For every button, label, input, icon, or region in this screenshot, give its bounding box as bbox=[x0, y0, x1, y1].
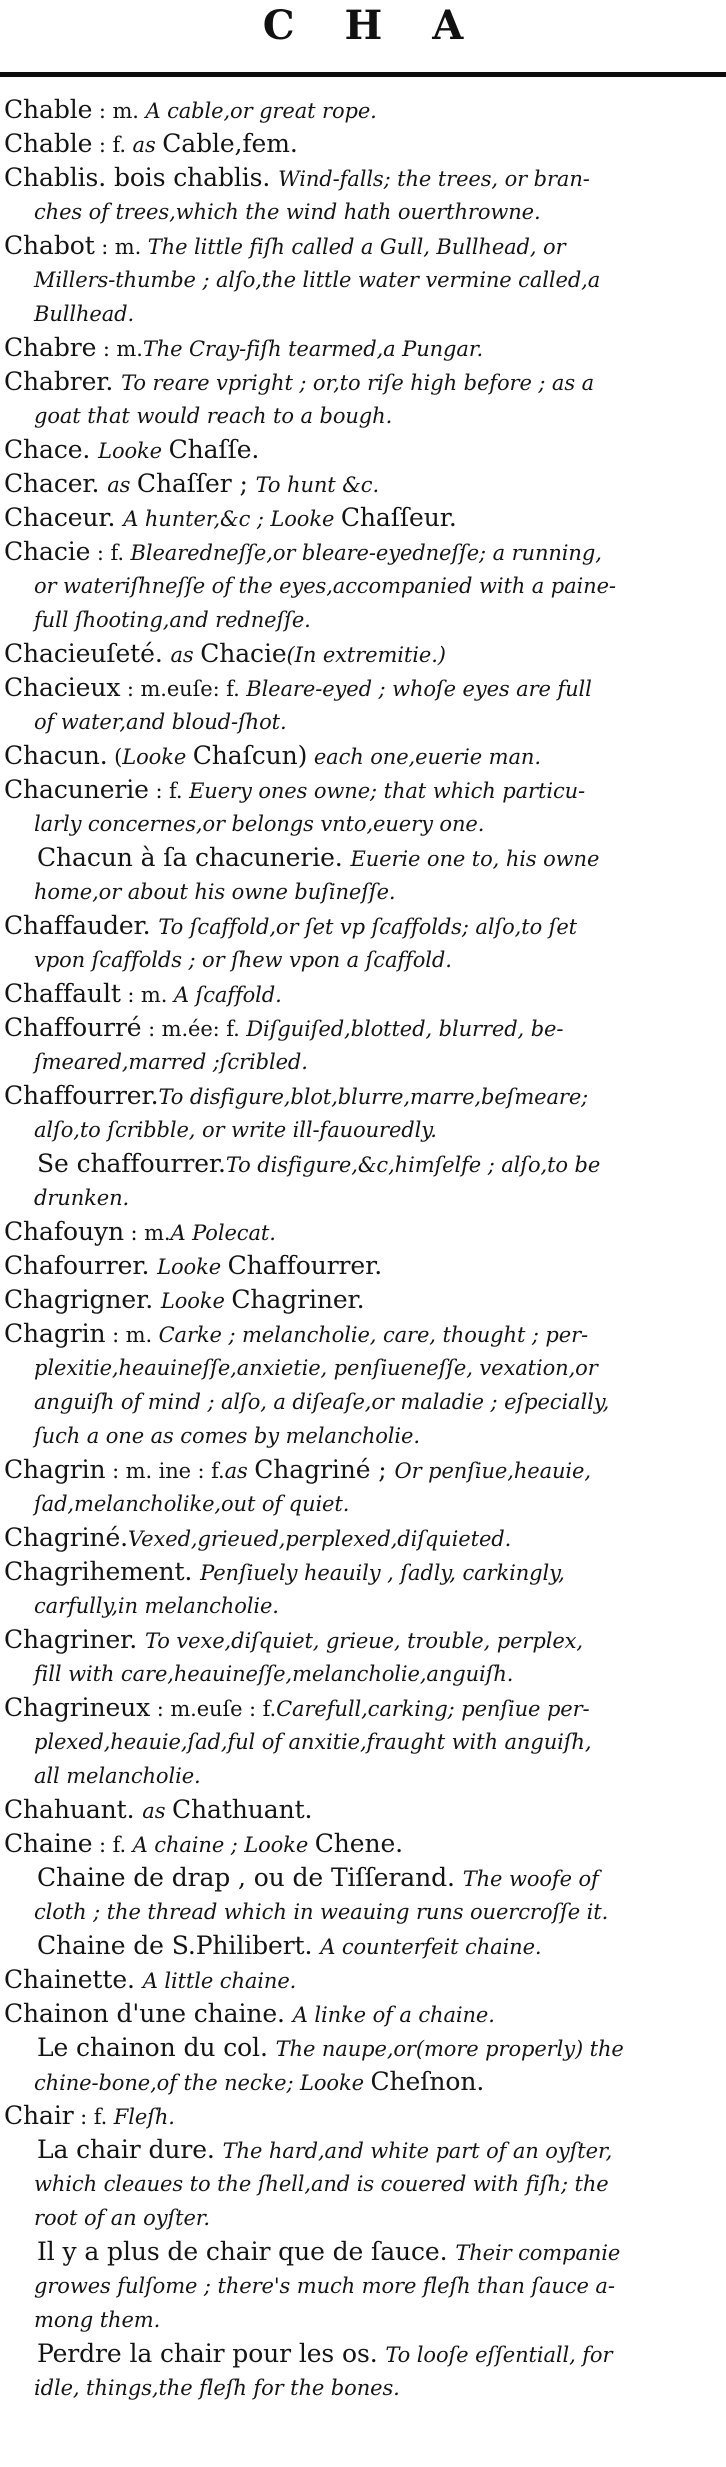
definition-text: as bbox=[142, 1799, 172, 1823]
definition-text: The Cray-fiſh tearmed,a Pungar. bbox=[142, 337, 484, 361]
definition-text: A cable,or great rope. bbox=[145, 99, 377, 123]
continuation-line bbox=[4, 1895, 722, 1929]
sub-entry-line bbox=[4, 1929, 722, 1963]
definition-text: ſad,melancholike,out of quiet. bbox=[34, 1492, 350, 1516]
headword-text: Chaſcun) bbox=[192, 741, 308, 770]
headword-text: Chacun à ſa chacunerie. bbox=[37, 843, 351, 872]
dictionary-entry-line bbox=[4, 909, 722, 943]
dictionary-entry-line bbox=[4, 2099, 722, 2133]
definition-text: A Polecat. bbox=[170, 1221, 276, 1245]
continuation-line bbox=[4, 943, 722, 977]
definition-text: idle, things,the fleſh for the bones. bbox=[34, 2376, 400, 2400]
dictionary-entry-line bbox=[4, 1215, 722, 1249]
headword-text: Chafourrer. bbox=[4, 1251, 158, 1280]
headword-text: Chathuant. bbox=[171, 1795, 313, 1824]
continuation-line bbox=[4, 1725, 722, 1759]
grammar-text: : m. bbox=[123, 1221, 171, 1245]
continuation-line bbox=[4, 1113, 722, 1147]
continuation-line bbox=[4, 1181, 722, 1215]
dictionary-entry-line bbox=[4, 1691, 722, 1725]
headword-text: Il y a plus de chair que de ſauce. bbox=[37, 2237, 456, 2266]
headword-text: Chacer. bbox=[4, 469, 108, 498]
continuation-line bbox=[4, 1419, 722, 1453]
headword-text: Chainette. bbox=[4, 1965, 143, 1994]
dictionary-entry-line bbox=[4, 1249, 722, 1283]
headword-text: Chablis. bois chablis. bbox=[4, 163, 279, 192]
definition-text: anguiſh of mind ; alſo, a diſeaſe,or maladie ; eſpecially, bbox=[34, 1390, 610, 1414]
continuation-line bbox=[4, 1589, 722, 1623]
headword-text: Chene. bbox=[314, 1829, 404, 1858]
headword-text: Chaine bbox=[4, 1829, 93, 1858]
grammar-text: : f. bbox=[90, 541, 131, 565]
text-block bbox=[0, 77, 726, 2405]
continuation-line bbox=[4, 1045, 722, 1079]
definition-text: (In extremitie.) bbox=[286, 643, 446, 667]
headword-text: Chacie bbox=[200, 639, 287, 668]
definition-text: drunken. bbox=[34, 1186, 130, 1210]
sub-entry-line bbox=[4, 2133, 722, 2167]
definition-text: fill with care,heauineſſe,melancholie,anguiſh. bbox=[34, 1662, 514, 1686]
dictionary-entry-line bbox=[4, 671, 722, 705]
dictionary-entry-line bbox=[4, 365, 722, 399]
definition-text: Looke bbox=[157, 1255, 228, 1279]
dictionary-entry-line bbox=[4, 637, 722, 671]
definition-text: Fleſh. bbox=[113, 2105, 175, 2129]
headword-text: Chagrihement. bbox=[4, 1557, 201, 1586]
headword-text: Chaſſeur. bbox=[340, 503, 457, 532]
definition-text: Looke bbox=[160, 1289, 232, 1313]
definition-text: growes fulſome ; there's much more fleſh than ſauce a- bbox=[34, 2274, 615, 2298]
continuation-line bbox=[4, 569, 722, 603]
definition-text: Carke ; melancholie, care, thought ; per- bbox=[158, 1323, 589, 1347]
grammar-text: : m. bbox=[94, 235, 148, 259]
definition-text: alſo,to ſcribble, or write ill-fauouredly. bbox=[34, 1118, 437, 1142]
continuation-line bbox=[4, 807, 722, 841]
headword-text: Se chaffourrer. bbox=[37, 1149, 226, 1178]
continuation-line bbox=[4, 2269, 722, 2303]
dictionary-entry-line bbox=[4, 229, 722, 263]
definition-text: To disfigure,&c,himſelfe ; alſo,to be bbox=[225, 1153, 601, 1177]
continuation-line bbox=[4, 1759, 722, 1793]
definition-text: Looke bbox=[98, 439, 169, 463]
grammar-text: : m. bbox=[92, 99, 146, 123]
headword-text: Chagriner. bbox=[4, 1625, 145, 1654]
dictionary-entry-line bbox=[4, 467, 722, 501]
definition-text: The woofe of bbox=[462, 1867, 599, 1891]
headword-text: Chaine de S.Philibert. bbox=[37, 1931, 321, 1960]
definition-text: all melancholie. bbox=[34, 1764, 201, 1788]
headword-text: Perdre la chair pour les os. bbox=[37, 2339, 386, 2368]
grammar-text: : m. bbox=[96, 337, 143, 361]
grammar-text: : f. bbox=[92, 133, 133, 157]
dictionary-entry-line bbox=[4, 433, 722, 467]
definition-text: The little fiſh called a Gull, Bullhead, or bbox=[147, 235, 566, 259]
definition-text: Bullhead. bbox=[34, 302, 135, 326]
sub-entry-line bbox=[4, 841, 722, 875]
dictionary-entry-line bbox=[4, 1555, 722, 1589]
grammar-text: : m. ine : f. bbox=[105, 1459, 225, 1483]
dictionary-entry-line bbox=[4, 161, 722, 195]
headword-text: Chagrigner. bbox=[4, 1285, 161, 1314]
headword-text: Chaffault bbox=[4, 979, 121, 1008]
headword-text: Chabrer. bbox=[4, 367, 122, 396]
dictionary-entry-line bbox=[4, 773, 722, 807]
grammar-text: ( bbox=[107, 745, 123, 769]
definition-text: Wind-falls; the trees, or bran- bbox=[278, 167, 590, 191]
dictionary-entry-line bbox=[4, 93, 722, 127]
grammar-text: : f. bbox=[92, 1833, 133, 1857]
grammar-text: : m. bbox=[105, 1323, 159, 1347]
continuation-line bbox=[4, 1487, 722, 1521]
sub-entry-line bbox=[4, 2235, 722, 2269]
sub-entry-line bbox=[4, 1861, 722, 1895]
definition-text: To vexe,diſquiet, grieue, trouble, perplex, bbox=[144, 1629, 583, 1653]
definition-text: of water,and bloud-ſhot. bbox=[34, 710, 287, 734]
definition-text: cloth ; the thread which in weauing runs ouercroſſe it. bbox=[34, 1900, 609, 1924]
definition-text: which cleaues to the ſhell,and is couered with fiſh; the bbox=[34, 2172, 609, 2196]
definition-text: as bbox=[170, 643, 201, 667]
headword-text: Cheſnon. bbox=[370, 2067, 485, 2096]
headword-text: Chair bbox=[4, 2101, 74, 2130]
continuation-line bbox=[4, 195, 722, 229]
headword-text: Chacie bbox=[4, 537, 91, 566]
continuation-line bbox=[4, 1351, 722, 1385]
headword-text: Chaffauder. bbox=[4, 911, 159, 940]
definition-text: Euery ones owne; that which particu- bbox=[189, 779, 586, 803]
headword-text: Chacieuſeté. bbox=[4, 639, 171, 668]
dictionary-entry-line bbox=[4, 331, 722, 365]
definition-text: as bbox=[224, 1459, 255, 1483]
headword-text: Chaffourrer. bbox=[227, 1251, 383, 1280]
definition-text: Penſiuely heauily , ſadly, carkingly, bbox=[200, 1561, 565, 1585]
dictionary-entry-line bbox=[4, 1521, 722, 1555]
headword-text: Chaceur. bbox=[4, 503, 124, 532]
definition-text: A hunter,&c ; Looke bbox=[123, 507, 341, 531]
definition-text: carfully,in melancholie. bbox=[34, 1594, 279, 1618]
definition-text: plexed,heauie,ſad,ful of anxitie,fraught with anguiſh, bbox=[34, 1730, 592, 1754]
headword-text: Chaffourrer. bbox=[4, 1081, 159, 1110]
headword-text: Chacunerie bbox=[4, 775, 149, 804]
dictionary-entry-line bbox=[4, 977, 722, 1011]
headword-text: Chable bbox=[4, 129, 93, 158]
definition-text: To reare vpright ; or,to riſe high before ; as a bbox=[121, 371, 595, 395]
grammar-text: : f. bbox=[148, 779, 190, 803]
definition-text: Euerie one to, his owne bbox=[350, 847, 600, 871]
definition-text: Looke bbox=[122, 745, 193, 769]
grammar-text: : m.euſe: f. bbox=[120, 677, 247, 701]
headword-text: Chafouyn bbox=[4, 1217, 124, 1246]
definition-text: full ſhooting,and redneſſe. bbox=[34, 608, 311, 632]
headword-text: Chable bbox=[4, 95, 93, 124]
definition-text: Diſguiſed,blotted, blurred, be- bbox=[246, 1017, 564, 1041]
definition-text: A linke of a chaine. bbox=[292, 2003, 495, 2027]
definition-text: Blearedneſſe,or bleare-eyedneſſe; a running, bbox=[130, 541, 602, 565]
definition-text: plexitie,heauineſſe,anxietie, penſiueneſſe, vexation,or bbox=[34, 1356, 598, 1380]
sub-entry-line bbox=[4, 1147, 722, 1181]
continuation-line bbox=[4, 2371, 722, 2405]
dictionary-entry-line bbox=[4, 1827, 722, 1861]
continuation-line bbox=[4, 2167, 722, 2201]
headword-text: Chaſſe. bbox=[168, 435, 260, 464]
headword-text: Chabot bbox=[4, 231, 95, 260]
definition-text: ſuch a one as comes by melancholie. bbox=[34, 1424, 420, 1448]
definition-text: as bbox=[107, 473, 137, 497]
headword-text: Chagriner. bbox=[231, 1285, 365, 1314]
continuation-line bbox=[4, 875, 722, 909]
definition-text: ches of trees,which the wind hath ouerthrowne. bbox=[34, 200, 541, 224]
continuation-line bbox=[4, 1385, 722, 1419]
definition-text: A chaine ; Looke bbox=[132, 1833, 315, 1857]
headword-text: Chacieux bbox=[4, 673, 121, 702]
definition-text: Their companie bbox=[455, 2241, 621, 2265]
dictionary-entry-line bbox=[4, 1011, 722, 1045]
continuation-line bbox=[4, 603, 722, 637]
sub-entry-line bbox=[4, 2031, 722, 2065]
headword-text: Chagriné. bbox=[4, 1523, 129, 1552]
definition-text: larly concernes,or belongs vnto,euery one. bbox=[34, 812, 485, 836]
definition-text: or wateriſhneſſe of the eyes,accompanied with a paine- bbox=[34, 574, 616, 598]
definition-text: The hard,and white part of an oyſter, bbox=[222, 2139, 613, 2163]
continuation-line bbox=[4, 399, 722, 433]
sub-entry-line bbox=[4, 2337, 722, 2371]
headword-text: Chaine de drap , ou de Tiſſerand. bbox=[37, 1863, 463, 1892]
definition-text: Carefull,carking; penſiue per- bbox=[276, 1697, 590, 1721]
headword-text: La chair dure. bbox=[37, 2135, 223, 2164]
headword-text: Chabre bbox=[4, 333, 97, 362]
headword-text: Le chainon du col. bbox=[37, 2033, 276, 2062]
definition-text: vpon ſcaffolds ; or ſhew vpon a ſcaffold. bbox=[34, 948, 452, 972]
definition-text: A ſcaffold. bbox=[173, 983, 282, 1007]
headword-text: Chacun. bbox=[4, 741, 108, 770]
dictionary-entry-line bbox=[4, 1793, 722, 1827]
headword-text: Chahuant. bbox=[4, 1795, 143, 1824]
dictionary-entry-line bbox=[4, 535, 722, 569]
definition-text: as bbox=[132, 133, 163, 157]
headword-text: Chainon d'une chaine. bbox=[4, 1999, 293, 2028]
dictionary-entry-line bbox=[4, 1317, 722, 1351]
dictionary-entry-line bbox=[4, 739, 722, 773]
dictionary-entry-line bbox=[4, 127, 722, 161]
definition-text: mong them. bbox=[34, 2308, 161, 2332]
dictionary-entry-line bbox=[4, 1283, 722, 1317]
definition-text: Vexed,grieued,perplexed,diſquieted. bbox=[128, 1527, 512, 1551]
definition-text: home,or about his owne buſineſſe. bbox=[34, 880, 396, 904]
definition-text: Or penſiue,heauie, bbox=[394, 1459, 591, 1483]
definition-text: A counterfeit chaine. bbox=[320, 1935, 542, 1959]
continuation-line bbox=[4, 705, 722, 739]
continuation-line bbox=[4, 297, 722, 331]
continuation-line bbox=[4, 263, 722, 297]
continuation-line bbox=[4, 2303, 722, 2337]
definition-text: each one,euerie man. bbox=[307, 745, 541, 769]
definition-text: To ſcaffold,or ſet vp ſcaffolds; alſo,to ſet bbox=[158, 915, 578, 939]
headword-text: Chagrineux bbox=[4, 1693, 151, 1722]
dictionary-entry-line bbox=[4, 1079, 722, 1113]
continuation-line bbox=[4, 1657, 722, 1691]
definition-text: The naupe,or(more properly) the bbox=[275, 2037, 624, 2061]
headword-text: Chagriné ; bbox=[254, 1455, 395, 1484]
grammar-text: : m.ée: f. bbox=[141, 1017, 247, 1041]
headword-text: Chagrin bbox=[4, 1319, 106, 1348]
definition-text: To looſe eſſentiall, for bbox=[385, 2343, 613, 2367]
headword-text: Chace. bbox=[4, 435, 99, 464]
definition-text: ſmeared,marred ;ſcribled. bbox=[34, 1050, 308, 1074]
definition-text: Millers-thumbe ; alſo,the little water vermine called,a bbox=[34, 268, 601, 292]
grammar-text: : m.euſe : f. bbox=[150, 1697, 277, 1721]
definition-text: goat that would reach to a bough. bbox=[34, 404, 393, 428]
dictionary-entry-line bbox=[4, 1997, 722, 2031]
definition-text: To disfigure,blot,blurre,marre,beſmeare; bbox=[158, 1085, 589, 1109]
definition-text: A little chaine. bbox=[142, 1969, 297, 1993]
dictionary-entry-line bbox=[4, 501, 722, 535]
dictionary-entry-line bbox=[4, 1963, 722, 1997]
headword-text: Chaſſer ; bbox=[136, 469, 256, 498]
continuation-line bbox=[4, 2065, 722, 2099]
definition-text: chine-bone,of the necke; Looke bbox=[34, 2071, 371, 2095]
dictionary-entry-line bbox=[4, 1623, 722, 1657]
grammar-text: : m. bbox=[120, 983, 174, 1007]
grammar-text: : f. bbox=[73, 2105, 114, 2129]
definition-text: Bleare-eyed ; whoſe eyes are full bbox=[246, 677, 592, 701]
definition-text: root of an oyſter. bbox=[34, 2206, 211, 2230]
continuation-line bbox=[4, 2201, 722, 2235]
headword-text: Chagrin bbox=[4, 1455, 106, 1484]
dictionary-entry-line bbox=[4, 1453, 722, 1487]
running-header: C H A bbox=[262, 2, 482, 49]
headword-text: Cable,fem. bbox=[162, 129, 298, 158]
headword-text: Chaffourré bbox=[4, 1013, 142, 1042]
definition-text: To hunt &c. bbox=[255, 473, 380, 497]
